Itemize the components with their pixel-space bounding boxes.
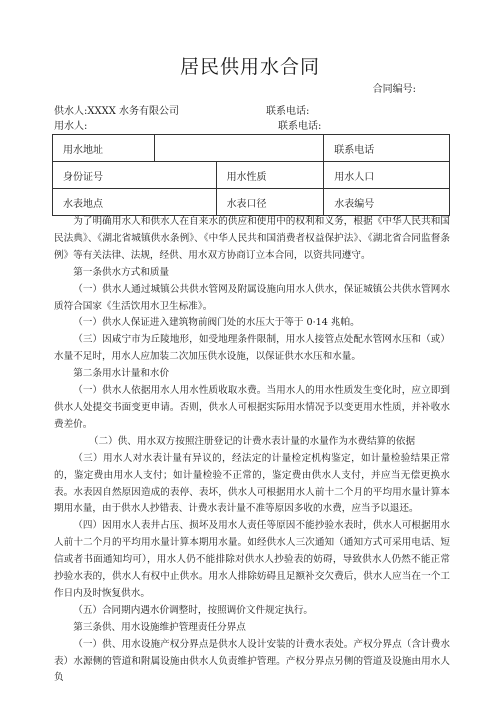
- supplier-line: [54, 102, 454, 117]
- table-cell: [154, 135, 324, 162]
- supplier-tel-label: 联系电话:: [266, 106, 310, 117]
- user-tel-label: 联系电话:: [278, 121, 322, 132]
- table-row: [53, 162, 450, 189]
- contract-body: [54, 214, 450, 687]
- table-cell: 水表地点: [53, 189, 217, 216]
- user-line: [54, 117, 454, 132]
- paragraph: （一）供水人保证进入建筑物前阀门处的水压大于等于 0·14 兆帕。: [73, 317, 360, 329]
- section-heading: 第二条用水计量和水价: [73, 368, 170, 380]
- table-cell: 用水地址: [53, 135, 155, 162]
- paragraph: （二）供、用水双方按照注册登记的计费水表计量的水量作为水费结算的依据: [88, 435, 416, 447]
- paragraph: （三）因咸宁市为丘陵地形，如受地理条件限制，用水人接管点处配水管网水压和（或）水量不足时，用水人应加装二次加压供水设施，以保证供水水压和水量。: [54, 334, 450, 363]
- info-table: [52, 134, 450, 216]
- contract-number-label: 合同编号:: [372, 84, 416, 95]
- paragraph: （三）用水人对水表计量有异议的，经法定的计量检定机构鉴定，如计量检验结果正常的，鉴定费由用水人支付；如计量检验不正常的，鉴定费由供水人支付，并应当无偿更换水表。水表因自然原因造成的表停、表坏，供水人可根据用水人前十二个月的平均用水量计算本期用水量，由于供水人抄错表、计费水表计量不准等原因多收的水费，应当予以退还。: [54, 452, 450, 515]
- paragraph: （一）供、用水设施产权分界点是供水人设计安装的计费水表处。产权分界点（含计费水表）水源侧的管道和附属设施由供水人负责维护管理。产权分界点另侧的管道及设施由用水人负: [54, 638, 450, 684]
- table-cell: 用水人口: [324, 162, 450, 189]
- section-heading: 第一条供水方式和质量: [73, 266, 170, 278]
- table-row: [53, 135, 450, 162]
- paragraph: （四）因用水人表井占压、损坏及用水人责任等原因不能抄验水表时，供水人可根据用水人前十二个月的平均用水量计算本期用水量。如经供水人三次通知（通知方式可采用电话、短信或者书面通知均可），用水人仍不能排除对供水人抄验表的妨碍，导致供水人仍然不能正常抄验水表的，供水人有权中止供水。用水人排除妨碍且足额补交欠费后，供水人应当在一个工作日内及时恢复供水。: [54, 520, 450, 599]
- table-cell: 水表编号: [324, 189, 450, 216]
- paragraph: （五）合同期内遇水价调整时，按照调价文件规定执行。: [73, 604, 314, 616]
- user-label: 用水人:: [54, 121, 88, 132]
- table-cell: 身份证号: [53, 162, 217, 189]
- table-row: [53, 189, 450, 216]
- paragraph: （一）供水人依据用水人用水性质收取水费。当用水人的用水性质发生变化时，应立即到供水人处提交书面变更申请。否则，供水人可根据实际用水情况予以变更用水性质，并补收水费差价。: [54, 385, 450, 430]
- table-cell: 联系电话: [324, 135, 450, 162]
- supplier-label: 供水人:: [54, 106, 88, 117]
- paragraph: （一）供水人通过城镇公共供水管网及附属设施向用水人供水，保证城镇公共供水管网水质符合国家《生活饮用水卫生标准》。: [54, 283, 450, 312]
- supplier-name: XXXX 水务有限公司: [87, 106, 180, 117]
- section-heading: 第三条供、用水设施维护管理责任分界点: [73, 621, 246, 633]
- table-cell: 水表口径: [216, 189, 324, 216]
- page-title: 居民供用水合同: [179, 56, 320, 78]
- table-cell: 用水性质: [216, 162, 324, 189]
- paragraph: 为了明确用水人和供水人在自来水的供应和使用中的权利和义务，根据《中华人民共和国民法典》、《湖北省城镇供水条例》、《中华人民共和国消费者权益保护法》、《湖北省合同监督条例》等有关法律、法规，经供、用水双方协商订立本合同，以资共同遵守。: [54, 216, 450, 261]
